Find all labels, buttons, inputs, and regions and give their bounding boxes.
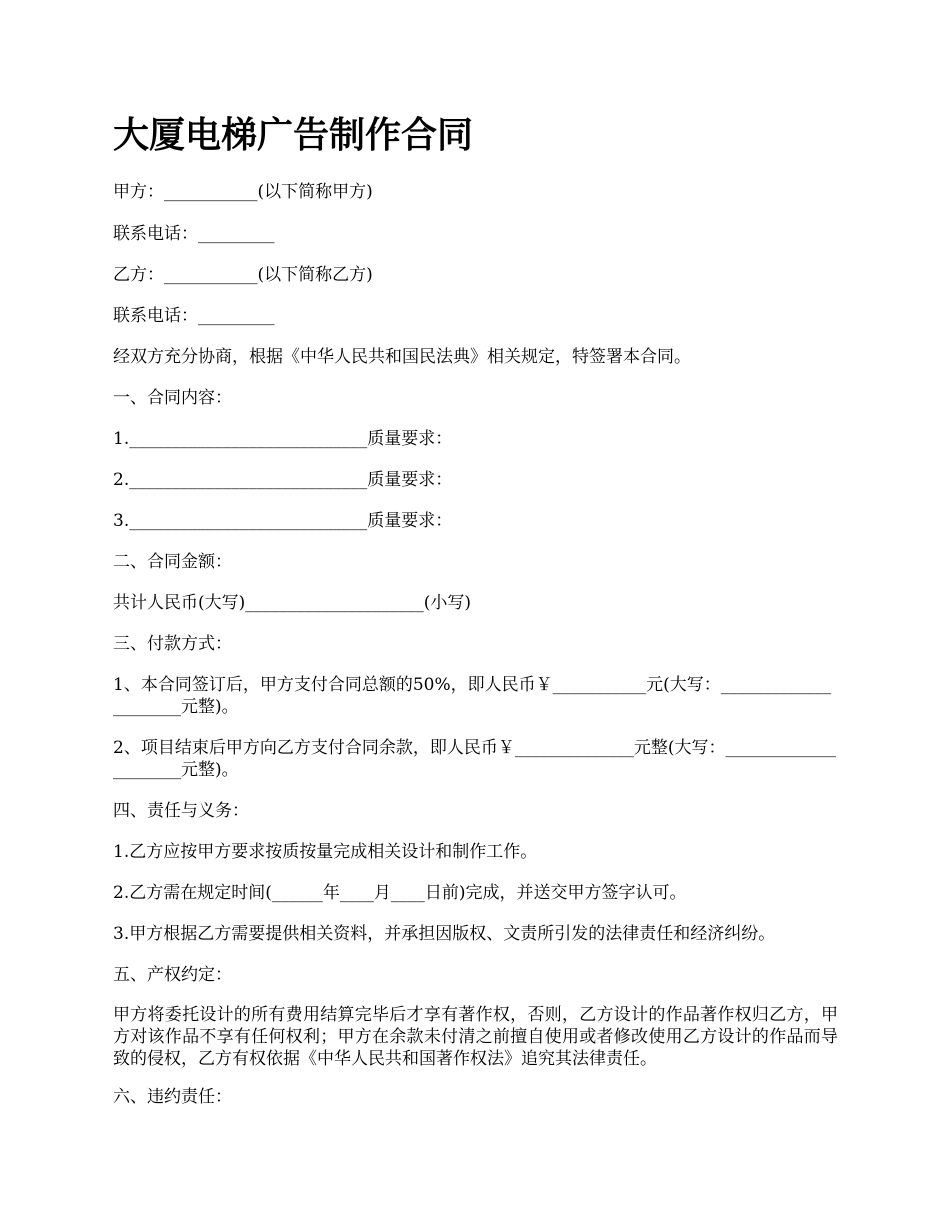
amount-line: 共计人民币(大写)_____________________(小写) xyxy=(113,593,472,613)
contents-item-1: 1.____________________________质量要求： xyxy=(113,429,453,449)
payment-clause-1: 1、本合同签订后，甲方支付合同总额的50%，即人民币￥___________元(大写：_____________________元整)。 xyxy=(113,675,832,717)
section-heading-payment: 三、付款方式： xyxy=(113,634,232,654)
section-heading-liability: 六、违约责任： xyxy=(113,1087,232,1107)
duty-clause-2: 2.乙方需在规定时间(______年____月____日前)完成，并送交甲方签字认可。 xyxy=(113,883,687,903)
party-b-phone-line: 联系电话：_________ xyxy=(113,306,275,326)
document-title: 大厦电梯广告制作合同 xyxy=(113,115,474,156)
preamble-paragraph: 经双方充分协商，根据《中华人民共和国民法典》相关规定，特签署本合同。 xyxy=(113,347,691,367)
ip-paragraph: 甲方将委托设计的所有费用结算完毕后才享有著作权，否则，乙方设计的作品著作权归乙方，甲方对该作品不享有任何权利；甲方在余款未付清之前擅自使用或者修改使用乙方设计的作品而导致的侵权，乙方有权依据《中华人民共和国著作权法》追究其法律责任。 xyxy=(113,1005,838,1069)
party-a-line: 甲方：___________(以下简称甲方) xyxy=(113,182,373,202)
payment-clause-2: 2、项目结束后甲方向乙方支付合同余款，即人民币￥______________元整(大写：_____________________元整)。 xyxy=(113,738,836,780)
section-heading-contents: 一、合同内容： xyxy=(113,388,232,408)
party-b-line: 乙方：___________(以下简称乙方) xyxy=(113,265,373,285)
contents-item-2: 2.____________________________质量要求： xyxy=(113,470,453,490)
section-heading-ip: 五、产权约定： xyxy=(113,965,232,985)
section-heading-amount: 二、合同金额： xyxy=(113,552,232,572)
duty-clause-1: 1.乙方应按甲方要求按质按量完成相关设计和制作工作。 xyxy=(113,842,538,862)
party-a-phone-line: 联系电话：_________ xyxy=(113,224,275,244)
section-heading-duties: 四、责任与义务： xyxy=(113,801,249,821)
contents-item-3: 3.____________________________质量要求： xyxy=(113,511,453,531)
duty-clause-3: 3.甲方根据乙方需要提供相关资料，并承担因版权、文责所引发的法律责任和经济纠纷。 xyxy=(113,924,776,944)
